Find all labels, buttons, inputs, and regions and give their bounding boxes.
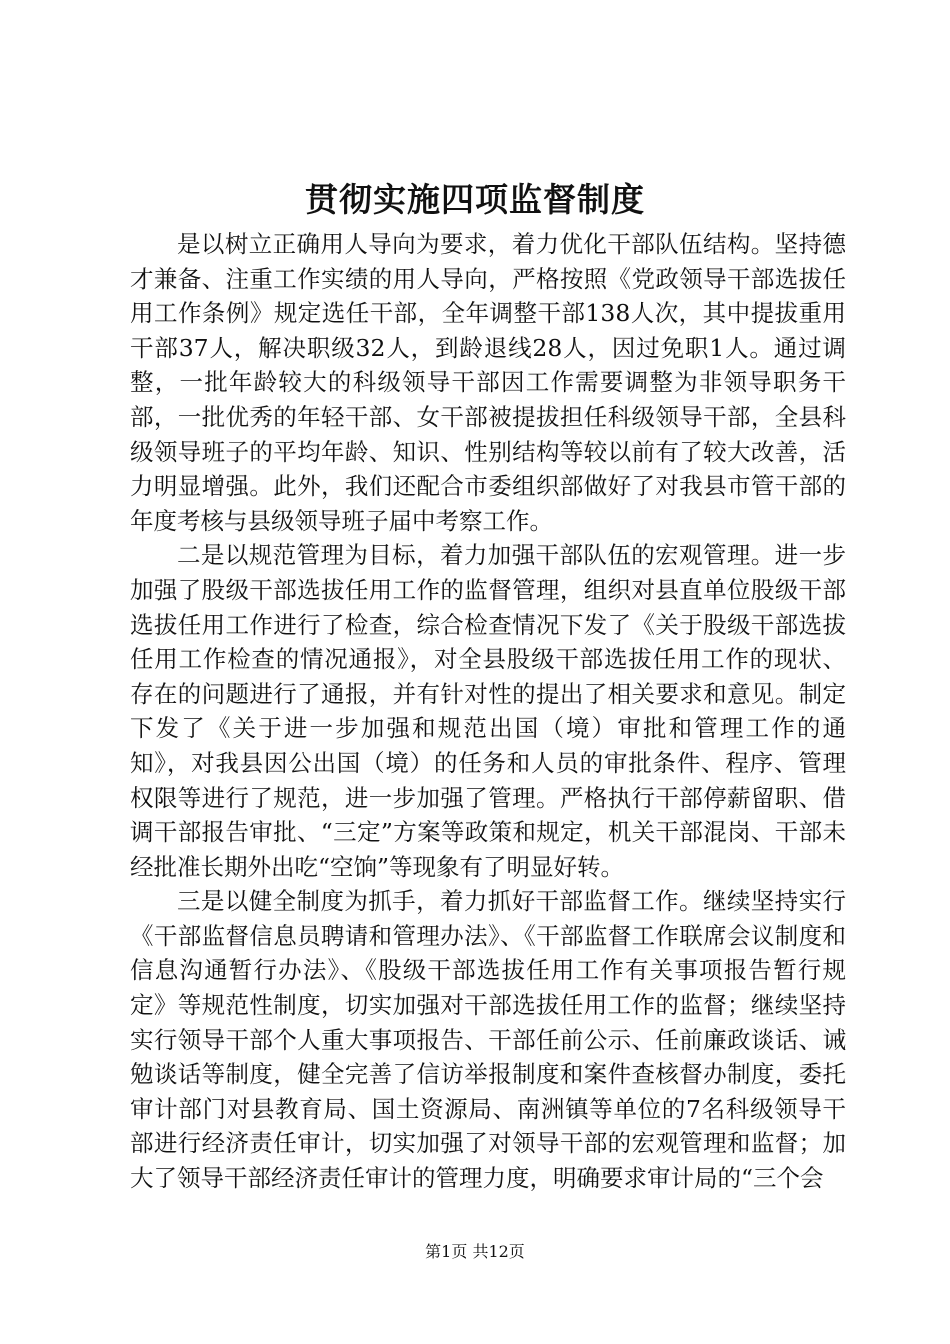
page-footer: 第1页 共12页 [425,1242,525,1261]
paragraph-2: 二是以规范管理为目标，着力加强干部队伍的宏观管理。进一步加强了股级干部选拔任用工作的监督管理，组织对县直单位股级干部选拔任用工作进行了检查，综合检查情况下发了《关于股级干部选拔任用工作检查的情况通报》，对全县股级干部选拔任用工作的现状、存在的问题进行了通报，并有针对性的提出了相关要求和意见。制定下发了《关于进一步加强和规范出国（境）审批和管理工作的通知》，对我县因公出国（境）的任务和人员的审批条件、程序、管理权限等进行了规范，进一步加强了管理。严格执行干部停薪留职、借调干部报告审批、“三定”方案等政策和规定，机关干部混岗、干部未经批准长期外出吃“空饷”等现象有了明显好转。 [130,541,846,881]
document-body [130,227,846,1196]
paragraph-1: 是以树立正确用人导向为要求，着力优化干部队伍结构。坚持德才兼备、注重工作实绩的用人导向，严格按照《党政领导干部选拔任用工作条例》规定选任干部，全年调整干部138人次，其中提拔重用干部37人，解决职级32人，到龄退线28人，因过免职1人。通过调整，一批年龄较大的科级领导干部因工作需要调整为非领导职务干部，一批优秀的年轻干部、女干部被提拔担任科级领导干部，全县科级领导班子的平均年龄、知识、性别结构等较以前有了较大改善，活力明显增强。此外，我们还配合市委组织部做好了对我县市管干部的年度考核与县级领导班子届中考察工作。 [130,230,846,535]
page-title: 贯彻实施四项监督制度 [305,180,645,219]
paragraph-3: 三是以健全制度为抓手，着力抓好干部监督工作。继续坚持实行《干部监督信息员聘请和管理办法》、《干部监督工作联席会议制度和信息沟通暂行办法》、《股级干部选拔任用工作有关事项报告暂行规定》等规范性制度，切实加强对干部选拔任用工作的监督；继续坚持实行领导干部个人重大事项报告、干部任前公示、任前廉政谈话、诫勉谈话等制度，健全完善了信访举报制度和案件查核督办制度，委托审计部门对县教育局、国土资源局、南洲镇等单位的7名科级领导干部进行经济责任审计，切实加强了对领导干部的宏观管理和监督；加大了领导干部经济责任审计的管理力度，明确要求审计局的“三个会 [130,887,846,1193]
